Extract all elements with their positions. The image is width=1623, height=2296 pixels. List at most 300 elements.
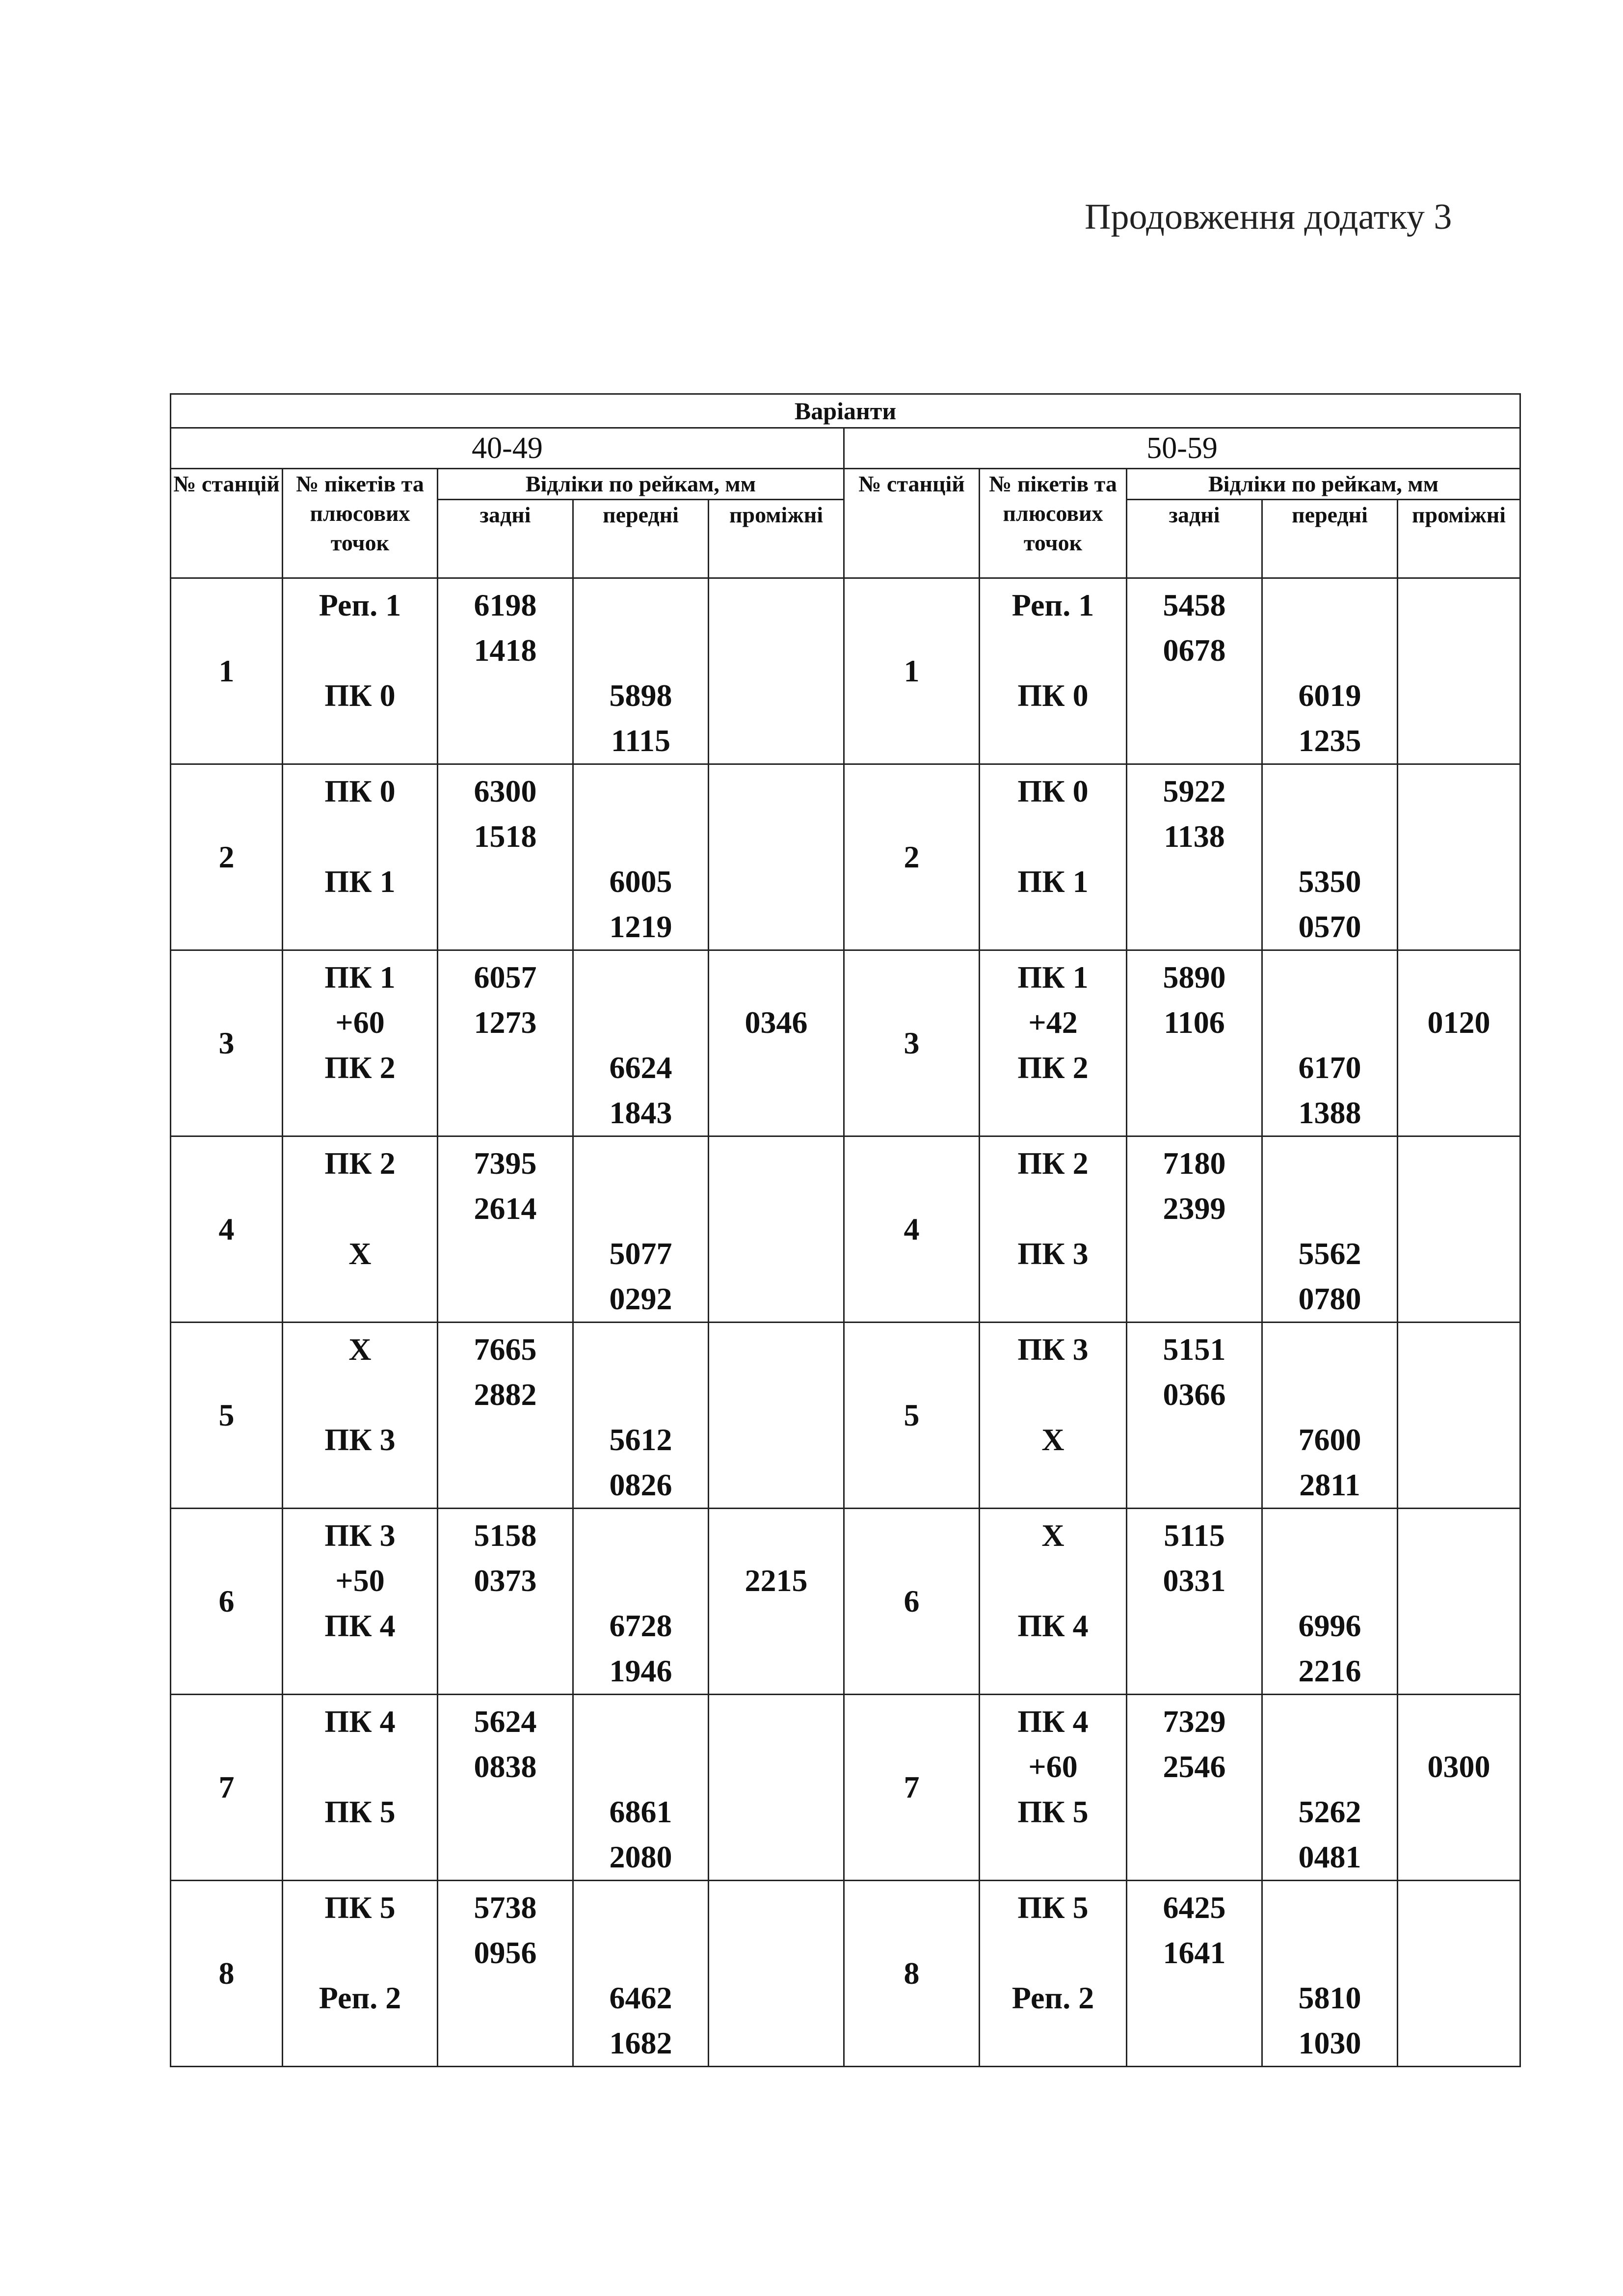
picket-points-line: ПК 5: [1017, 1794, 1089, 1829]
intermediate-readings-line: [1398, 1231, 1519, 1276]
front-readings-line: 0780: [1298, 1281, 1361, 1316]
station-number: 7: [844, 1695, 980, 1881]
picket-points-line: [980, 1090, 1126, 1135]
back-readings-line: [438, 1276, 572, 1322]
picket-points-line: [980, 1372, 1126, 1417]
back-readings-line: [1127, 1231, 1261, 1276]
front-readings-line: [1263, 814, 1397, 859]
front-readings-line: 7600: [1298, 1422, 1361, 1457]
back-readings-line: [1127, 859, 1261, 904]
intermediate-readings: [709, 1695, 844, 1881]
front-readings-line: [574, 769, 708, 814]
picket-points-line: ПК 4: [324, 1704, 396, 1739]
back-readings-line: 1518: [474, 819, 537, 854]
col-station-header: № станцій: [844, 469, 980, 578]
front-readings-line: 5262: [1298, 1794, 1361, 1829]
intermediate-readings-line: 2215: [745, 1563, 808, 1598]
front-readings-line: [574, 955, 708, 1000]
picket-points-line: ПК 3: [324, 1518, 396, 1553]
picket-points-line: [980, 1558, 1126, 1603]
col-intermediate-header: проміжні: [709, 500, 844, 578]
picket-points-line: ПК 5: [324, 1794, 396, 1829]
back-readings: [438, 1323, 573, 1509]
station-number: 2: [844, 764, 980, 950]
front-readings: [573, 1881, 709, 2067]
intermediate-readings-line: [1398, 1090, 1519, 1135]
picket-points-line: ПК 0: [324, 774, 396, 809]
intermediate-readings-line: [1398, 1186, 1519, 1231]
picket-points-line: X: [348, 1236, 372, 1271]
picket-points-line: +42: [1028, 1005, 1078, 1040]
intermediate-readings-line: [1398, 1975, 1519, 2021]
col-front-header: передні: [1262, 500, 1398, 578]
front-readings-line: 1219: [609, 909, 672, 944]
front-readings-line: [574, 1885, 708, 1930]
station-number: 4: [171, 1136, 283, 1323]
intermediate-readings-line: [709, 1141, 843, 1186]
picket-points: [283, 1881, 438, 2067]
back-readings: [1127, 950, 1262, 1136]
front-readings-line: [1263, 1558, 1397, 1603]
picket-points-line: +60: [335, 1005, 385, 1040]
intermediate-readings-line: [1398, 583, 1519, 628]
col-back-header: задні: [438, 500, 573, 578]
intermediate-readings-line: [1398, 628, 1519, 673]
picket-points-line: [283, 718, 437, 763]
front-readings-line: [1263, 1930, 1397, 1975]
picket-points: [283, 764, 438, 950]
back-readings-line: [1127, 1417, 1261, 1462]
front-readings-line: 0481: [1298, 1839, 1361, 1874]
intermediate-readings-line: [709, 1885, 843, 1930]
front-readings-line: [574, 1186, 708, 1231]
picket-points-line: [980, 904, 1126, 949]
intermediate-readings-line: [709, 859, 843, 904]
intermediate-readings-line: [709, 1231, 843, 1276]
front-readings-line: 6170: [1298, 1050, 1361, 1085]
back-readings-line: [438, 1603, 572, 1648]
intermediate-readings: [709, 578, 844, 764]
front-readings-line: 6005: [609, 864, 672, 899]
intermediate-readings: [1398, 1509, 1520, 1695]
back-readings-line: 2546: [1163, 1749, 1226, 1784]
back-readings: [438, 1509, 573, 1695]
front-readings-line: 5810: [1298, 1980, 1361, 2015]
front-readings-line: [1263, 1699, 1397, 1744]
back-readings-line: [438, 718, 572, 763]
col-front-header: передні: [573, 500, 709, 578]
back-readings-line: 7329: [1163, 1704, 1226, 1739]
intermediate-readings-line: 0346: [745, 1005, 808, 1040]
back-readings-line: 2614: [474, 1191, 537, 1226]
front-readings-line: [1263, 583, 1397, 628]
picket-points-line: Реп. 1: [319, 588, 401, 622]
back-readings-line: 5458: [1163, 588, 1226, 622]
intermediate-readings-line: [709, 904, 843, 949]
back-readings-line: [438, 1090, 572, 1135]
front-readings-line: 6019: [1298, 678, 1361, 713]
intermediate-readings-line: [709, 1513, 843, 1558]
back-readings-line: 6425: [1163, 1890, 1226, 1925]
table-row: [171, 578, 1520, 764]
group-header-right: 50-59: [844, 428, 1520, 469]
picket-points-line: ПК 0: [1017, 774, 1089, 809]
intermediate-readings-line: [709, 2021, 843, 2066]
col-back-header: задні: [1127, 500, 1262, 578]
front-readings-line: 1235: [1298, 723, 1361, 758]
back-readings-line: 0956: [474, 1935, 537, 1970]
front-readings-line: [574, 1327, 708, 1372]
picket-points-line: [283, 1930, 437, 1975]
picket-points-line: ПК 4: [324, 1608, 396, 1643]
front-readings-line: 6624: [609, 1050, 672, 1085]
front-readings-line: 6462: [609, 1980, 672, 2015]
front-readings-line: 0292: [609, 1281, 672, 1316]
intermediate-readings-line: [1398, 1603, 1519, 1648]
back-readings-line: 6057: [474, 960, 537, 995]
back-readings: [1127, 578, 1262, 764]
back-readings-line: 1138: [1164, 819, 1225, 854]
front-readings-line: [574, 1000, 708, 1045]
picket-points-line: ПК 0: [1017, 678, 1089, 713]
front-readings: [573, 1509, 709, 1695]
back-readings-line: [1127, 718, 1261, 763]
picket-points-line: [980, 1930, 1126, 1975]
front-readings-line: [1263, 1186, 1397, 1231]
intermediate-readings-line: [1398, 1372, 1519, 1417]
intermediate-readings-line: [1398, 1276, 1519, 1322]
col-station-header: № станцій: [171, 469, 283, 578]
picket-points-line: [283, 904, 437, 949]
picket-points: [283, 1323, 438, 1509]
back-readings-line: [1127, 1045, 1261, 1090]
back-readings-line: [438, 1045, 572, 1090]
back-readings-line: 5890: [1163, 960, 1226, 995]
back-readings-line: 0366: [1163, 1377, 1226, 1412]
front-readings-line: [1263, 1885, 1397, 1930]
intermediate-readings-line: [1398, 904, 1519, 949]
station-number: 7: [171, 1695, 283, 1881]
back-readings-line: [438, 1789, 572, 1835]
back-readings-line: 7395: [474, 1146, 537, 1181]
picket-points-line: [283, 1744, 437, 1789]
back-readings-line: 1106: [1164, 1005, 1225, 1040]
intermediate-readings-line: [709, 1372, 843, 1417]
intermediate-readings-line: [709, 628, 843, 673]
back-readings-line: 5922: [1163, 774, 1226, 809]
intermediate-readings: [1398, 764, 1520, 950]
station-number: 8: [171, 1881, 283, 2067]
back-readings: [1127, 1881, 1262, 2067]
intermediate-readings-line: 0300: [1427, 1749, 1490, 1784]
picket-points: [980, 1695, 1127, 1881]
picket-points: [980, 1323, 1127, 1509]
front-readings-line: [1263, 1372, 1397, 1417]
intermediate-readings: [1398, 1881, 1520, 2067]
front-readings-line: 1946: [609, 1653, 672, 1688]
intermediate-readings-line: [709, 1744, 843, 1789]
picket-points: [980, 764, 1127, 950]
intermediate-readings-line: [709, 583, 843, 628]
picket-points-line: [980, 1462, 1126, 1508]
front-readings: [1262, 1323, 1398, 1509]
intermediate-readings-line: [1398, 1789, 1519, 1835]
picket-points-line: [980, 814, 1126, 859]
picket-points-line: ПК 1: [324, 960, 396, 995]
front-readings-line: [1263, 1327, 1397, 1372]
picket-points-line: [283, 1462, 437, 1508]
picket-points-line: ПК 4: [1017, 1608, 1089, 1643]
picket-points-line: [980, 1186, 1126, 1231]
intermediate-readings-line: [1398, 1699, 1519, 1744]
back-readings-line: [1127, 1789, 1261, 1835]
intermediate-readings-line: [1398, 814, 1519, 859]
picket-points-line: ПК 4: [1017, 1704, 1089, 1739]
picket-points: [980, 950, 1127, 1136]
intermediate-readings-line: [709, 1789, 843, 1835]
front-readings-line: [574, 1513, 708, 1558]
table-row: [171, 1881, 1520, 2067]
intermediate-readings-line: [709, 814, 843, 859]
front-readings-line: 5562: [1298, 1236, 1361, 1271]
table-body: [171, 578, 1520, 2067]
front-readings: [1262, 1136, 1398, 1323]
intermediate-readings-line: [709, 1975, 843, 2021]
intermediate-readings-line: [1398, 1417, 1519, 1462]
intermediate-readings-line: [1398, 1930, 1519, 1975]
station-number: 8: [844, 1881, 980, 2067]
picket-points-line: ПК 3: [324, 1422, 396, 1457]
station-number: 6: [844, 1509, 980, 1695]
picket-points-line: [283, 814, 437, 859]
intermediate-readings-line: [709, 1648, 843, 1694]
front-readings-line: 1388: [1298, 1095, 1361, 1130]
back-readings-line: 5738: [474, 1890, 537, 1925]
back-readings-line: [438, 1975, 572, 2021]
intermediate-readings: [709, 1136, 844, 1323]
picket-points-line: ПК 1: [1017, 960, 1089, 995]
front-readings: [573, 1695, 709, 1881]
picket-points: [283, 950, 438, 1136]
picket-points-line: ПК 1: [324, 864, 396, 899]
front-readings: [1262, 764, 1398, 950]
back-readings-line: 5115: [1164, 1518, 1225, 1553]
picket-points: [283, 578, 438, 764]
back-readings-line: [438, 904, 572, 949]
picket-points-line: [980, 718, 1126, 763]
front-readings-line: [1263, 1513, 1397, 1558]
picket-points-line: [283, 1835, 437, 1880]
front-readings-line: 0570: [1298, 909, 1361, 944]
picket-points-line: [980, 628, 1126, 673]
picket-points-line: X: [1041, 1518, 1064, 1553]
intermediate-readings-line: [1398, 1835, 1519, 1880]
picket-points-line: [283, 1276, 437, 1322]
intermediate-readings: [1398, 1323, 1520, 1509]
picket-points-line: X: [1041, 1422, 1064, 1457]
front-readings-line: 6861: [609, 1794, 672, 1829]
front-readings-line: [574, 1141, 708, 1186]
picket-points-line: ПК 3: [1017, 1236, 1089, 1271]
front-readings: [573, 950, 709, 1136]
back-readings-line: 1418: [474, 633, 537, 668]
col-readings-header: Відліки по рейкам, мм: [438, 469, 844, 500]
back-readings-line: [438, 859, 572, 904]
back-readings-line: 1641: [1163, 1935, 1226, 1970]
picket-points: [283, 1695, 438, 1881]
intermediate-readings-line: [709, 1045, 843, 1090]
front-readings-line: 1682: [609, 2026, 672, 2060]
intermediate-readings: [709, 1509, 844, 1695]
picket-points-line: [283, 1090, 437, 1135]
back-readings-line: [1127, 1835, 1261, 1880]
picket-points-line: ПК 0: [324, 678, 396, 713]
front-readings-line: [574, 628, 708, 673]
front-readings-line: 2811: [1299, 1467, 1360, 1502]
station-number: 1: [844, 578, 980, 764]
picket-points-line: ПК 3: [1017, 1332, 1089, 1367]
back-readings: [438, 578, 573, 764]
back-readings-line: 1273: [474, 1005, 537, 1040]
back-readings-line: 0838: [474, 1749, 537, 1784]
intermediate-readings-line: [709, 1276, 843, 1322]
front-readings-line: [574, 1558, 708, 1603]
intermediate-readings: [709, 950, 844, 1136]
back-readings-line: 0678: [1163, 633, 1226, 668]
col-intermediate-header: проміжні: [1398, 500, 1520, 578]
back-readings: [1127, 1323, 1262, 1509]
station-number: 6: [171, 1509, 283, 1695]
front-readings: [1262, 1881, 1398, 2067]
front-readings-line: [1263, 1141, 1397, 1186]
intermediate-readings: [1398, 1695, 1520, 1881]
intermediate-readings-line: [709, 1327, 843, 1372]
picket-points: [980, 1136, 1127, 1323]
back-readings-line: [438, 2021, 572, 2066]
back-readings-line: 7665: [474, 1332, 537, 1367]
intermediate-readings-line: [709, 1835, 843, 1880]
back-readings-line: 6198: [474, 588, 537, 622]
intermediate-readings-line: [1398, 769, 1519, 814]
intermediate-readings-line: [709, 718, 843, 763]
picket-points-line: [980, 1835, 1126, 1880]
front-readings-line: 2080: [609, 1839, 672, 1874]
intermediate-readings-line: [1398, 1045, 1519, 1090]
front-readings-line: [574, 814, 708, 859]
picket-points-line: Реп. 2: [319, 1980, 401, 2015]
picket-points: [980, 1881, 1127, 2067]
picket-points-line: ПК 2: [324, 1146, 396, 1181]
back-readings-line: [438, 1417, 572, 1462]
back-readings-line: [438, 1835, 572, 1880]
back-readings-line: [1127, 1975, 1261, 2021]
back-readings-line: 2882: [474, 1377, 537, 1412]
station-number: 5: [844, 1323, 980, 1509]
back-readings-line: [438, 1462, 572, 1508]
back-readings: [438, 950, 573, 1136]
intermediate-readings-line: [709, 1090, 843, 1135]
station-number: 3: [844, 950, 980, 1136]
intermediate-readings: [1398, 1136, 1520, 1323]
intermediate-readings-line: [709, 1603, 843, 1648]
picket-points-line: [283, 1186, 437, 1231]
intermediate-readings-line: [1398, 1558, 1519, 1603]
intermediate-readings-line: [709, 769, 843, 814]
picket-points-line: Реп. 1: [1011, 588, 1094, 622]
front-readings-line: 1030: [1298, 2026, 1361, 2060]
picket-points-line: [283, 1648, 437, 1694]
table-row: [171, 1136, 1520, 1323]
back-readings: [1127, 764, 1262, 950]
front-readings-line: 2216: [1298, 1653, 1361, 1688]
intermediate-readings-line: [709, 1417, 843, 1462]
station-number: 3: [171, 950, 283, 1136]
station-number: 5: [171, 1323, 283, 1509]
intermediate-readings-line: [1398, 1648, 1519, 1694]
picket-points-line: ПК 2: [1017, 1146, 1089, 1181]
intermediate-readings-line: [709, 1186, 843, 1231]
picket-points: [283, 1509, 438, 1695]
front-readings-line: [1263, 769, 1397, 814]
picket-points-line: X: [348, 1332, 372, 1367]
col-pickets-header: № пікетів та плюсових точок: [283, 469, 438, 578]
picket-points-line: ПК 5: [324, 1890, 396, 1925]
back-readings-line: 5151: [1163, 1332, 1226, 1367]
station-number: 4: [844, 1136, 980, 1323]
picket-points-line: +50: [335, 1563, 385, 1598]
table-row: [171, 764, 1520, 950]
front-readings: [573, 764, 709, 950]
picket-points-line: +60: [1028, 1749, 1078, 1784]
front-readings-line: [1263, 955, 1397, 1000]
picket-points: [980, 578, 1127, 764]
front-readings: [1262, 1695, 1398, 1881]
back-readings: [1127, 1509, 1262, 1695]
intermediate-readings: [709, 764, 844, 950]
intermediate-readings-line: [709, 1699, 843, 1744]
back-readings-line: [1127, 1276, 1261, 1322]
front-readings-line: [574, 1930, 708, 1975]
back-readings-line: 0331: [1163, 1563, 1226, 1598]
back-readings-line: 0373: [474, 1563, 537, 1598]
front-readings-line: [1263, 1744, 1397, 1789]
picket-points-line: [283, 2021, 437, 2066]
back-readings-line: [1127, 1603, 1261, 1648]
intermediate-readings-line: [709, 955, 843, 1000]
back-readings-line: 2399: [1163, 1191, 1226, 1226]
table-row: [171, 1695, 1520, 1881]
front-readings-line: [574, 1372, 708, 1417]
leveling-table: [170, 393, 1521, 2067]
page-header: Продовження додатку 3: [1085, 197, 1452, 237]
front-readings-line: 1115: [611, 723, 670, 758]
back-readings-line: 7180: [1163, 1146, 1226, 1181]
back-readings-line: 5158: [474, 1518, 537, 1553]
front-readings: [1262, 578, 1398, 764]
front-readings-line: 5350: [1298, 864, 1361, 899]
picket-points: [980, 1509, 1127, 1695]
front-readings-line: 0826: [609, 1467, 672, 1502]
picket-points-line: [980, 1648, 1126, 1694]
front-readings-line: 5077: [609, 1236, 672, 1271]
back-readings-line: [1127, 1090, 1261, 1135]
front-readings-line: 1843: [609, 1095, 672, 1130]
intermediate-readings-line: [1398, 2021, 1519, 2066]
front-readings: [1262, 950, 1398, 1136]
back-readings-line: [1127, 904, 1261, 949]
front-readings-line: 5898: [609, 678, 672, 713]
intermediate-readings-line: [1398, 859, 1519, 904]
